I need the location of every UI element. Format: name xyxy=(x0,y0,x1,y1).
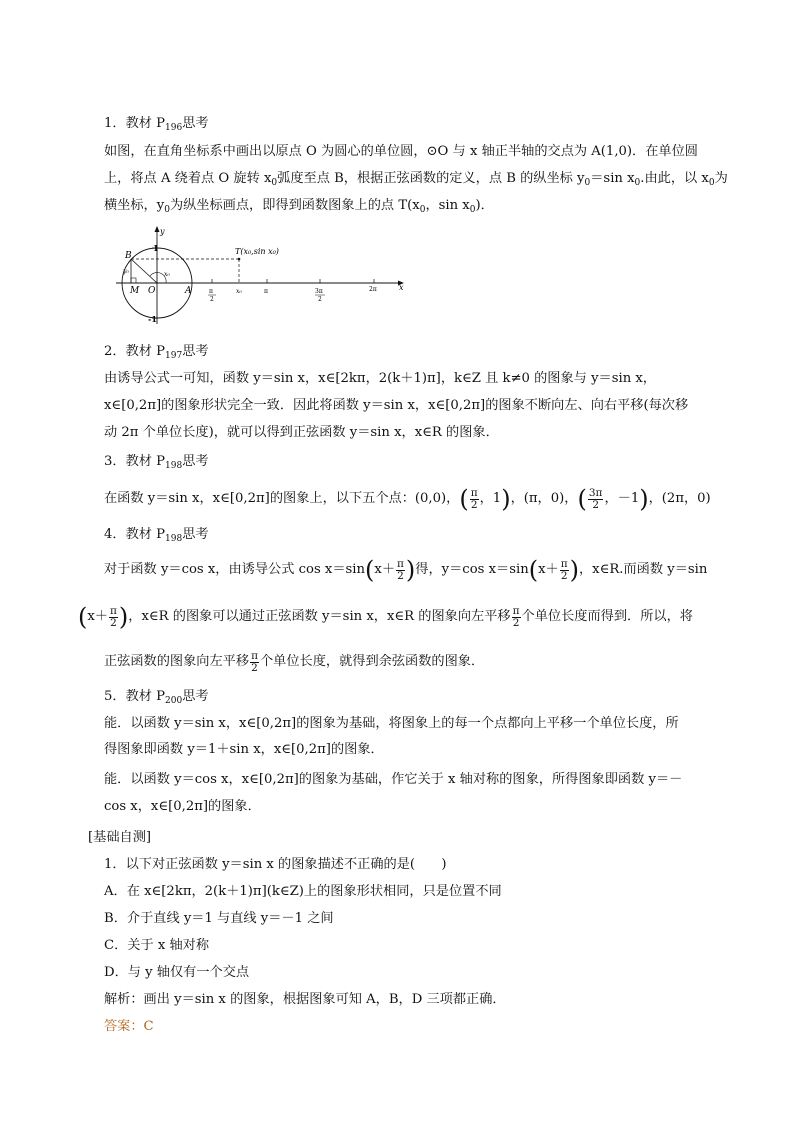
section-5-line-2: 得图象即函数 y＝1＋sin x，x∈[0,2π]的图象． xyxy=(104,742,384,757)
label-y0: y₀ xyxy=(123,268,129,275)
section-1-line-3: 横坐标，$y_0$为纵坐标画点，即得到函数图象上的点 $T(x_0$，$\sin x_0$)． xyxy=(104,198,494,215)
label-A: A xyxy=(185,286,192,296)
section-3-line-1: 在函数 y＝sin x，x∈[0,2π]的图象上，以下五个点：(0,0)， ( $\frac{\pi}{2}$ ，1 ) ，(π，0)， ( $\frac{3\pi}{2}$ ，－1 ) ，(2π，0) xyxy=(104,485,711,513)
label-1: 1 xyxy=(153,243,159,253)
section-heading-basic-test: [基础自测] xyxy=(88,830,152,845)
tick-pi-half-den: 2 xyxy=(210,296,214,303)
y-axis-arrow xyxy=(155,226,160,232)
tick-pi-label: π xyxy=(264,288,268,295)
tick-x0: x₀ xyxy=(236,288,242,295)
section-5-line-4: cos x，x∈[0,2π]的图象． xyxy=(104,799,261,814)
label-x: x xyxy=(399,283,404,292)
section-2-title: 2．教材 $P_{197}$思考 xyxy=(104,344,209,361)
section-3-title: 3．教材 $P_{198}$思考 xyxy=(104,454,209,471)
section-2-line-2: x∈[0,2π]的图象形状完全一致．因此将函数 y＝sin x，x∈[0,2π]的图象不断向左、向右平移(每次移 xyxy=(104,398,689,413)
label-y: y xyxy=(160,227,165,236)
section-1-line-2: 上，将点 A 绕着点 O 旋转 $x_0$弧度至点 B，根据正弦函数的定义，点 B 的纵坐标 $y_0=\sin$ $x_0$.由此，以 $x_0$为 xyxy=(104,171,728,188)
option-b: B．介于直线 y＝1 与直线 y＝－1 之间 xyxy=(104,911,334,926)
section-2-line-3: 动 2π 个单位长度)，就可以得到正弦函数 y＝sin x，x∈R 的图象． xyxy=(104,425,499,440)
section-4-line-2: ( x＋ $\frac{\pi}{2}$ ) ，x∈R 的图象可以通过正弦函数 y＝sin x，x∈R 的图象向左平移 $\frac{\pi}{2}$ 个单位长度而得到．所以，将 xyxy=(78,603,693,631)
fraction-pi-over-2: $\frac{\pi}{2}$ xyxy=(470,486,478,511)
section-4-title: 4．教材 $P_{198}$思考 xyxy=(104,527,209,544)
right-angle-mark xyxy=(131,278,136,283)
section-1-line-1: 如图，在直角坐标系中画出以原点 O 为圆心的单位圆，⊙O 与 x 轴正半轴的交点为 A(1,0)．在单位圆 xyxy=(104,144,698,159)
tick-3pi-half-num: 3π xyxy=(315,288,323,295)
unit-circle-figure xyxy=(112,224,412,330)
label-x0-arc: x₀ xyxy=(164,271,170,278)
label-minus-1: -1 xyxy=(148,314,157,324)
section-1-title: 1．教材 $P_{196}$思考 xyxy=(104,116,209,133)
section-2-line-1: 由诱导公式一可知，函数 y＝sin x，x∈[2kπ，2(k＋1)π]，k∈Z 且 k≠0 的图象与 y＝sin x， xyxy=(104,371,656,386)
tick-3pi-half-den: 2 xyxy=(318,296,322,303)
label-M: M xyxy=(130,286,140,296)
tick-pi-half-num: π xyxy=(209,288,213,295)
section-5-line-1: 能．以函数 y＝sin x，x∈[0,2π]的图象为基础，将图象上的每一个点都向上平移一个单位长度，所 xyxy=(104,716,679,731)
section-5-title: 5．教材 $P_{200}$思考 xyxy=(104,689,209,706)
fraction-3pi-over-2: $\frac{3\pi}{2}$ xyxy=(588,486,603,511)
point-T xyxy=(238,258,241,261)
option-c: C．关于 x 轴对称 xyxy=(104,938,210,953)
radius-OB xyxy=(131,259,157,283)
label-B: B xyxy=(125,251,132,261)
label-T: T(x₀,sin x₀) xyxy=(235,247,279,256)
answer: 答案：C xyxy=(104,1019,154,1034)
option-a: A．在 x∈[2kπ，2(k＋1)π](k∈Z)上的图象形状相同，只是位置不同 xyxy=(104,884,502,899)
analysis: 解析：画出 y＝sin x 的图象，根据图象可知 A，B，D 三项都正确． xyxy=(104,992,506,1007)
section-4-line-1: 对于函数 y＝cos x，由诱导公式 cos x＝sin ( x＋ $\frac{\pi}{2}$ ) 得，y＝cos x＝sin ( x＋ $\frac{\pi}{2}$ ) ，x∈R.而函数 y＝sin xyxy=(104,556,708,584)
label-O: O xyxy=(148,286,156,296)
section-4-line-3: 正弦函数的图象向左平移 $\frac{\pi}{2}$ 个单位长度，就得到余弦函数的图象． xyxy=(104,649,485,674)
question-1: 1．以下对正弦函数 y＝sin x 的图象描述不正确的是( ) xyxy=(104,857,447,872)
section-5-line-3: 能．以函数 y＝cos x，x∈[0,2π]的图象为基础，作它关于 x 轴对称的图象，所得图象即函数 y＝－ xyxy=(104,772,683,787)
option-d: D．与 y 轴仅有一个交点 xyxy=(104,965,250,980)
tick-2pi-label: 2π xyxy=(369,286,377,293)
